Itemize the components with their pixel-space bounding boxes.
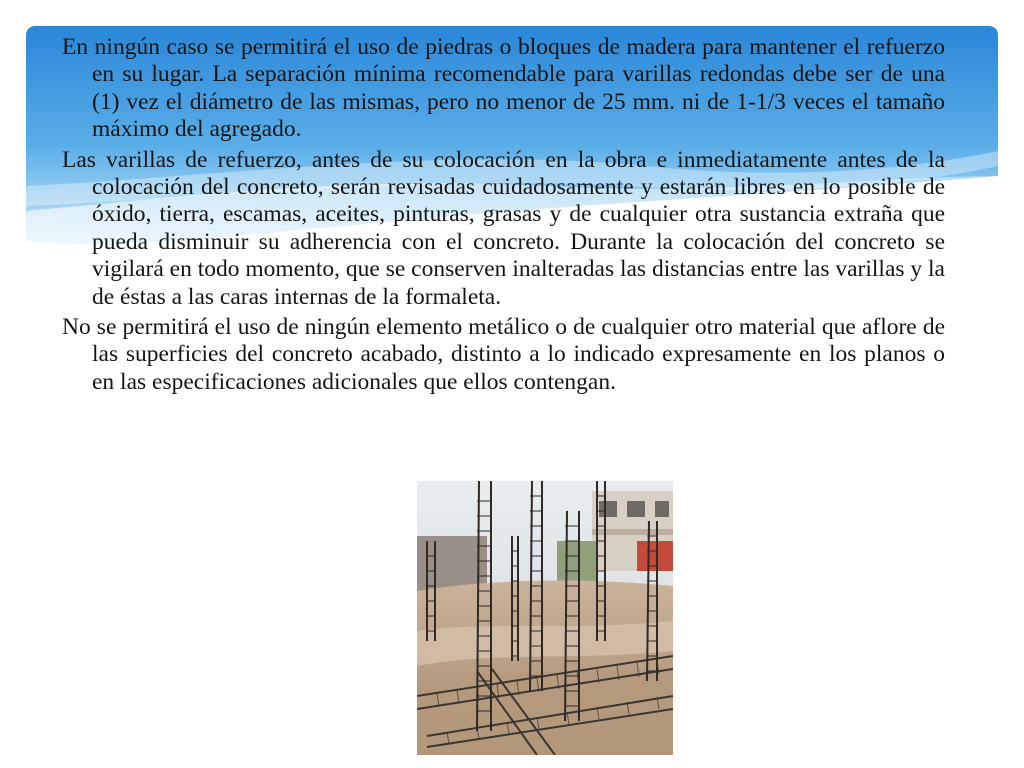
- paragraph-3: No se permitirá el uso de ningún elemento metálico o de cualquier otro material que aflore de las superficies del concreto acabado, distinto a lo indicado expresamente en los planos o en las especificaciones adicionales que ellos contengan.: [62, 314, 945, 395]
- body-text: [62, 34, 945, 399]
- paragraph-2: Las varillas de refuerzo, antes de su colocación en la obra e inmediatamente antes de la colocación del concreto, serán revisadas cuidadosamente y estarán libres en lo posible de óxido, tierra, escamas, aceites, pinturas, grasas y de cualquier otra sustancia extraña que pueda disminuir su adherencia con el concreto. Durante la colocación del concreto se vigilará en todo momento, que se conserven inalteradas las distancias entre las varillas y la de éstas a las caras internas de la formaleta.: [62, 146, 945, 310]
- paragraph-1: En ningún caso se permitirá el uso de piedras o bloques de madera para mantener el refuerzo en su lugar. La separación mínima recomendable para varillas redondas debe ser de una (1) vez el diámetro de las mismas, pero no menor de 25 mm. ni de 1-1/3 veces el tamaño máximo del agregado.: [62, 34, 945, 143]
- construction-site-rebar-columns-icon: [417, 481, 673, 755]
- construction-rebar-photo: [417, 481, 673, 755]
